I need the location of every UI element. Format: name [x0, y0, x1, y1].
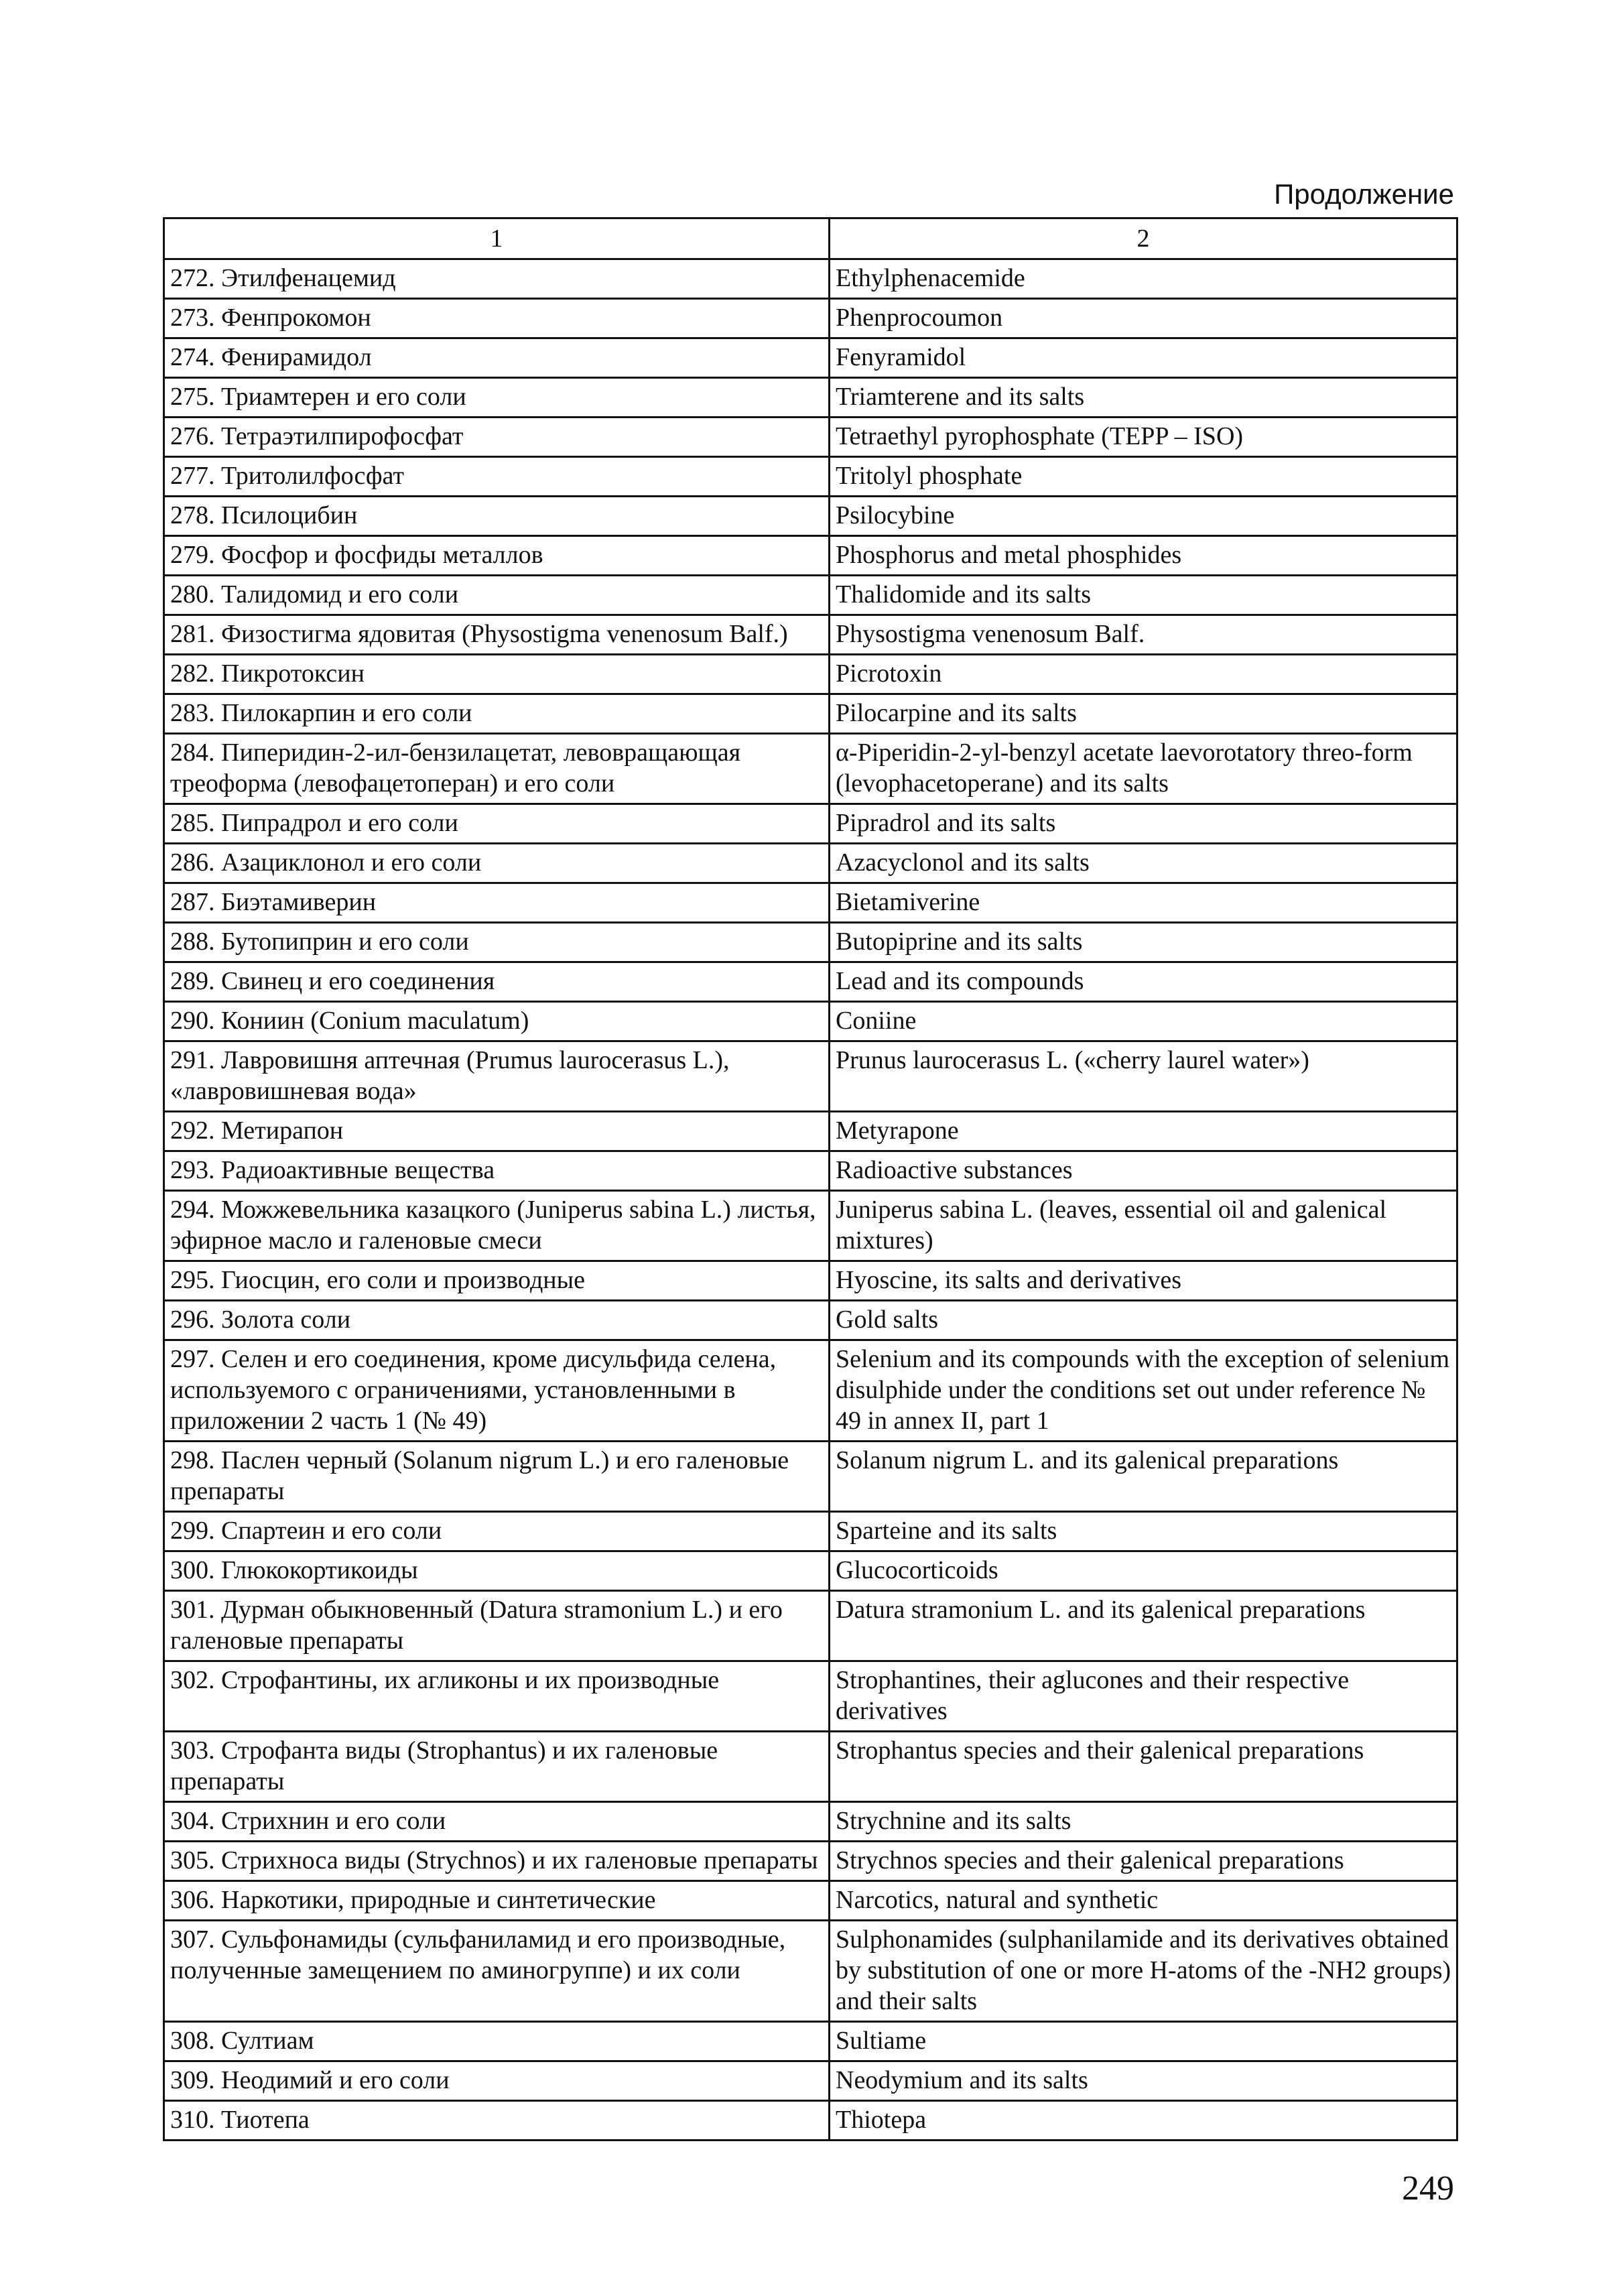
russian-name-cell: 291. Лавровишня аптечная (Prumus laurocerasus L.), «лавровишневая вода» — [164, 1041, 830, 1112]
table-row — [164, 497, 1457, 536]
table-row — [164, 1340, 1457, 1442]
substances-table — [163, 217, 1458, 2141]
russian-name-cell: 307. Сульфонамиды (сульфаниламид и его производные, полученные замещением по аминогруппе) и их соли — [164, 1921, 830, 2022]
english-name-cell: Fenyramidol — [830, 338, 1457, 378]
russian-name-cell: 276. Тетраэтилпирофосфат — [164, 418, 830, 457]
table-row — [164, 1301, 1457, 1340]
russian-name-cell: 274. Фенирамидол — [164, 338, 830, 378]
english-name-cell: Phenprocoumon — [830, 299, 1457, 338]
table-row — [164, 1842, 1457, 1881]
english-name-cell: Bietamiverine — [830, 883, 1457, 923]
table-row — [164, 844, 1457, 883]
table-row — [164, 694, 1457, 734]
russian-name-cell: 278. Псилоцибин — [164, 497, 830, 536]
english-name-cell: Lead and its compounds — [830, 962, 1457, 1002]
english-name-cell: Gold salts — [830, 1301, 1457, 1340]
table-body — [164, 259, 1457, 2141]
table-row — [164, 1002, 1457, 1041]
page-number: 249 — [1402, 2169, 1454, 2208]
english-name-cell: Glucocorticoids — [830, 1551, 1457, 1591]
table-row — [164, 1881, 1457, 1921]
russian-name-cell: 287. Биэтамиверин — [164, 883, 830, 923]
table-row — [164, 338, 1457, 378]
table-row — [164, 457, 1457, 497]
column-1-header: 1 — [164, 218, 830, 259]
russian-name-cell: 302. Строфантины, их агликоны и их производные — [164, 1661, 830, 1732]
russian-name-cell: 304. Стрихнин и его соли — [164, 1802, 830, 1842]
english-name-cell: Selenium and its compounds with the exception of selenium disulphide under the conditions set out under reference № 49 in annex II, part 1 — [830, 1340, 1457, 1442]
column-2-header: 2 — [830, 218, 1457, 259]
russian-name-cell: 295. Гиосцин, его соли и производные — [164, 1261, 830, 1301]
table-row — [164, 1921, 1457, 2022]
table-row — [164, 804, 1457, 844]
table-row — [164, 1802, 1457, 1842]
english-name-cell: α-Piperidin-2-yl-benzyl acetate laevorotatory threo-form (levophacetoperane) and its salts — [830, 734, 1457, 804]
english-name-cell: Triamterene and its salts — [830, 378, 1457, 418]
table-row — [164, 1591, 1457, 1661]
russian-name-cell: 273. Фенпрокомон — [164, 299, 830, 338]
english-name-cell: Metyrapone — [830, 1112, 1457, 1151]
russian-name-cell: 290. Кониин (Conium maculatum) — [164, 1002, 830, 1041]
english-name-cell: Pipradrol and its salts — [830, 804, 1457, 844]
table-row — [164, 1112, 1457, 1151]
russian-name-cell: 275. Триамтерен и его соли — [164, 378, 830, 418]
english-name-cell: Tritolyl phosphate — [830, 457, 1457, 497]
english-name-cell: Ethylphenacemide — [830, 259, 1457, 299]
table-row — [164, 1512, 1457, 1551]
table-row — [164, 883, 1457, 923]
russian-name-cell: 301. Дурман обыкновенный (Datura stramonium L.) и его галеновые препараты — [164, 1591, 830, 1661]
russian-name-cell: 308. Султиам — [164, 2022, 830, 2061]
english-name-cell: Strophantines, their aglucones and their respective derivatives — [830, 1661, 1457, 1732]
table-row — [164, 923, 1457, 962]
table-row — [164, 259, 1457, 299]
english-name-cell: Hyoscine, its salts and derivatives — [830, 1261, 1457, 1301]
russian-name-cell: 303. Строфанта виды (Strophantus) и их галеновые препараты — [164, 1732, 830, 1802]
table-row — [164, 576, 1457, 615]
russian-name-cell: 309. Неодимий и его соли — [164, 2061, 830, 2101]
russian-name-cell: 293. Радиоактивные вещества — [164, 1151, 830, 1191]
english-name-cell: Coniine — [830, 1002, 1457, 1041]
russian-name-cell: 296. Золота соли — [164, 1301, 830, 1340]
table-row — [164, 1442, 1457, 1512]
russian-name-cell: 289. Свинец и его соединения — [164, 962, 830, 1002]
table-row — [164, 1551, 1457, 1591]
russian-name-cell: 284. Пиперидин-2-ил-бензилацетат, левовращающая треоформа (левофацетоперан) и его соли — [164, 734, 830, 804]
table-row — [164, 1191, 1457, 1261]
russian-name-cell: 282. Пикротоксин — [164, 655, 830, 694]
russian-name-cell: 277. Тритолилфосфат — [164, 457, 830, 497]
russian-name-cell: 272. Этилфенацемид — [164, 259, 830, 299]
english-name-cell: Datura stramonium L. and its galenical preparations — [830, 1591, 1457, 1661]
english-name-cell: Radioactive substances — [830, 1151, 1457, 1191]
table-row — [164, 1151, 1457, 1191]
table-row — [164, 2061, 1457, 2101]
continuation-label: Продолжение — [1274, 178, 1454, 210]
english-name-cell: Thalidomide and its salts — [830, 576, 1457, 615]
russian-name-cell: 299. Спартеин и его соли — [164, 1512, 830, 1551]
english-name-cell: Sulphonamides (sulphanilamide and its derivatives obtained by substitution of one or more H-atoms of the -NH2 groups) and their salts — [830, 1921, 1457, 2022]
english-name-cell: Strophantus species and their galenical preparations — [830, 1732, 1457, 1802]
russian-name-cell: 285. Пипрадрол и его соли — [164, 804, 830, 844]
russian-name-cell: 281. Физостигма ядовитая (Physostigma venenosum Balf.) — [164, 615, 830, 655]
english-name-cell: Butopiprine and its salts — [830, 923, 1457, 962]
russian-name-cell: 288. Бутопиприн и его соли — [164, 923, 830, 962]
table-header-row — [164, 218, 1457, 259]
table-row — [164, 418, 1457, 457]
russian-name-cell: 298. Паслен черный (Solanum nigrum L.) и его галеновые препараты — [164, 1442, 830, 1512]
russian-name-cell: 279. Фосфор и фосфиды металлов — [164, 536, 830, 576]
english-name-cell: Solanum nigrum L. and its galenical preparations — [830, 1442, 1457, 1512]
table-row — [164, 299, 1457, 338]
russian-name-cell: 283. Пилокарпин и его соли — [164, 694, 830, 734]
english-name-cell: Picrotoxin — [830, 655, 1457, 694]
table-row — [164, 1041, 1457, 1112]
english-name-cell: Thiotepa — [830, 2101, 1457, 2141]
russian-name-cell: 297. Селен и его соединения, кроме дисульфида селена, используемого с ограничениями, установленными в приложении 2 часть 1 (№ 49) — [164, 1340, 830, 1442]
table-row — [164, 655, 1457, 694]
english-name-cell: Narcotics, natural and synthetic — [830, 1881, 1457, 1921]
english-name-cell: Strychnine and its salts — [830, 1802, 1457, 1842]
english-name-cell: Sparteine and its salts — [830, 1512, 1457, 1551]
russian-name-cell: 292. Метирапон — [164, 1112, 830, 1151]
table-row — [164, 378, 1457, 418]
english-name-cell: Azacyclonol and its salts — [830, 844, 1457, 883]
russian-name-cell: 306. Наркотики, природные и синтетические — [164, 1881, 830, 1921]
russian-name-cell: 300. Глюкокортикоиды — [164, 1551, 830, 1591]
table-row — [164, 734, 1457, 804]
english-name-cell: Sultiame — [830, 2022, 1457, 2061]
english-name-cell: Phosphorus and metal phosphides — [830, 536, 1457, 576]
russian-name-cell: 280. Талидомид и его соли — [164, 576, 830, 615]
english-name-cell: Tetraethyl pyrophosphate (TEPP – ISO) — [830, 418, 1457, 457]
russian-name-cell: 310. Тиотепа — [164, 2101, 830, 2141]
table-row — [164, 1261, 1457, 1301]
table-row — [164, 962, 1457, 1002]
table-row — [164, 615, 1457, 655]
english-name-cell: Prunus laurocerasus L. («cherry laurel water») — [830, 1041, 1457, 1112]
english-name-cell: Neodymium and its salts — [830, 2061, 1457, 2101]
russian-name-cell: 294. Можжевельника казацкого (Juniperus sabina L.) листья, эфирное масло и галеновые смеси — [164, 1191, 830, 1261]
russian-name-cell: 286. Азациклонол и его соли — [164, 844, 830, 883]
english-name-cell: Juniperus sabina L. (leaves, essential oil and galenical mixtures) — [830, 1191, 1457, 1261]
table-row — [164, 2101, 1457, 2141]
russian-name-cell: 305. Стрихноса виды (Strychnos) и их галеновые препараты — [164, 1842, 830, 1881]
table-row — [164, 1732, 1457, 1802]
english-name-cell: Pilocarpine and its salts — [830, 694, 1457, 734]
table-row — [164, 536, 1457, 576]
table-row — [164, 1661, 1457, 1732]
english-name-cell: Psilocybine — [830, 497, 1457, 536]
english-name-cell: Physostigma venenosum Balf. — [830, 615, 1457, 655]
english-name-cell: Strychnos species and their galenical preparations — [830, 1842, 1457, 1881]
table-row — [164, 2022, 1457, 2061]
